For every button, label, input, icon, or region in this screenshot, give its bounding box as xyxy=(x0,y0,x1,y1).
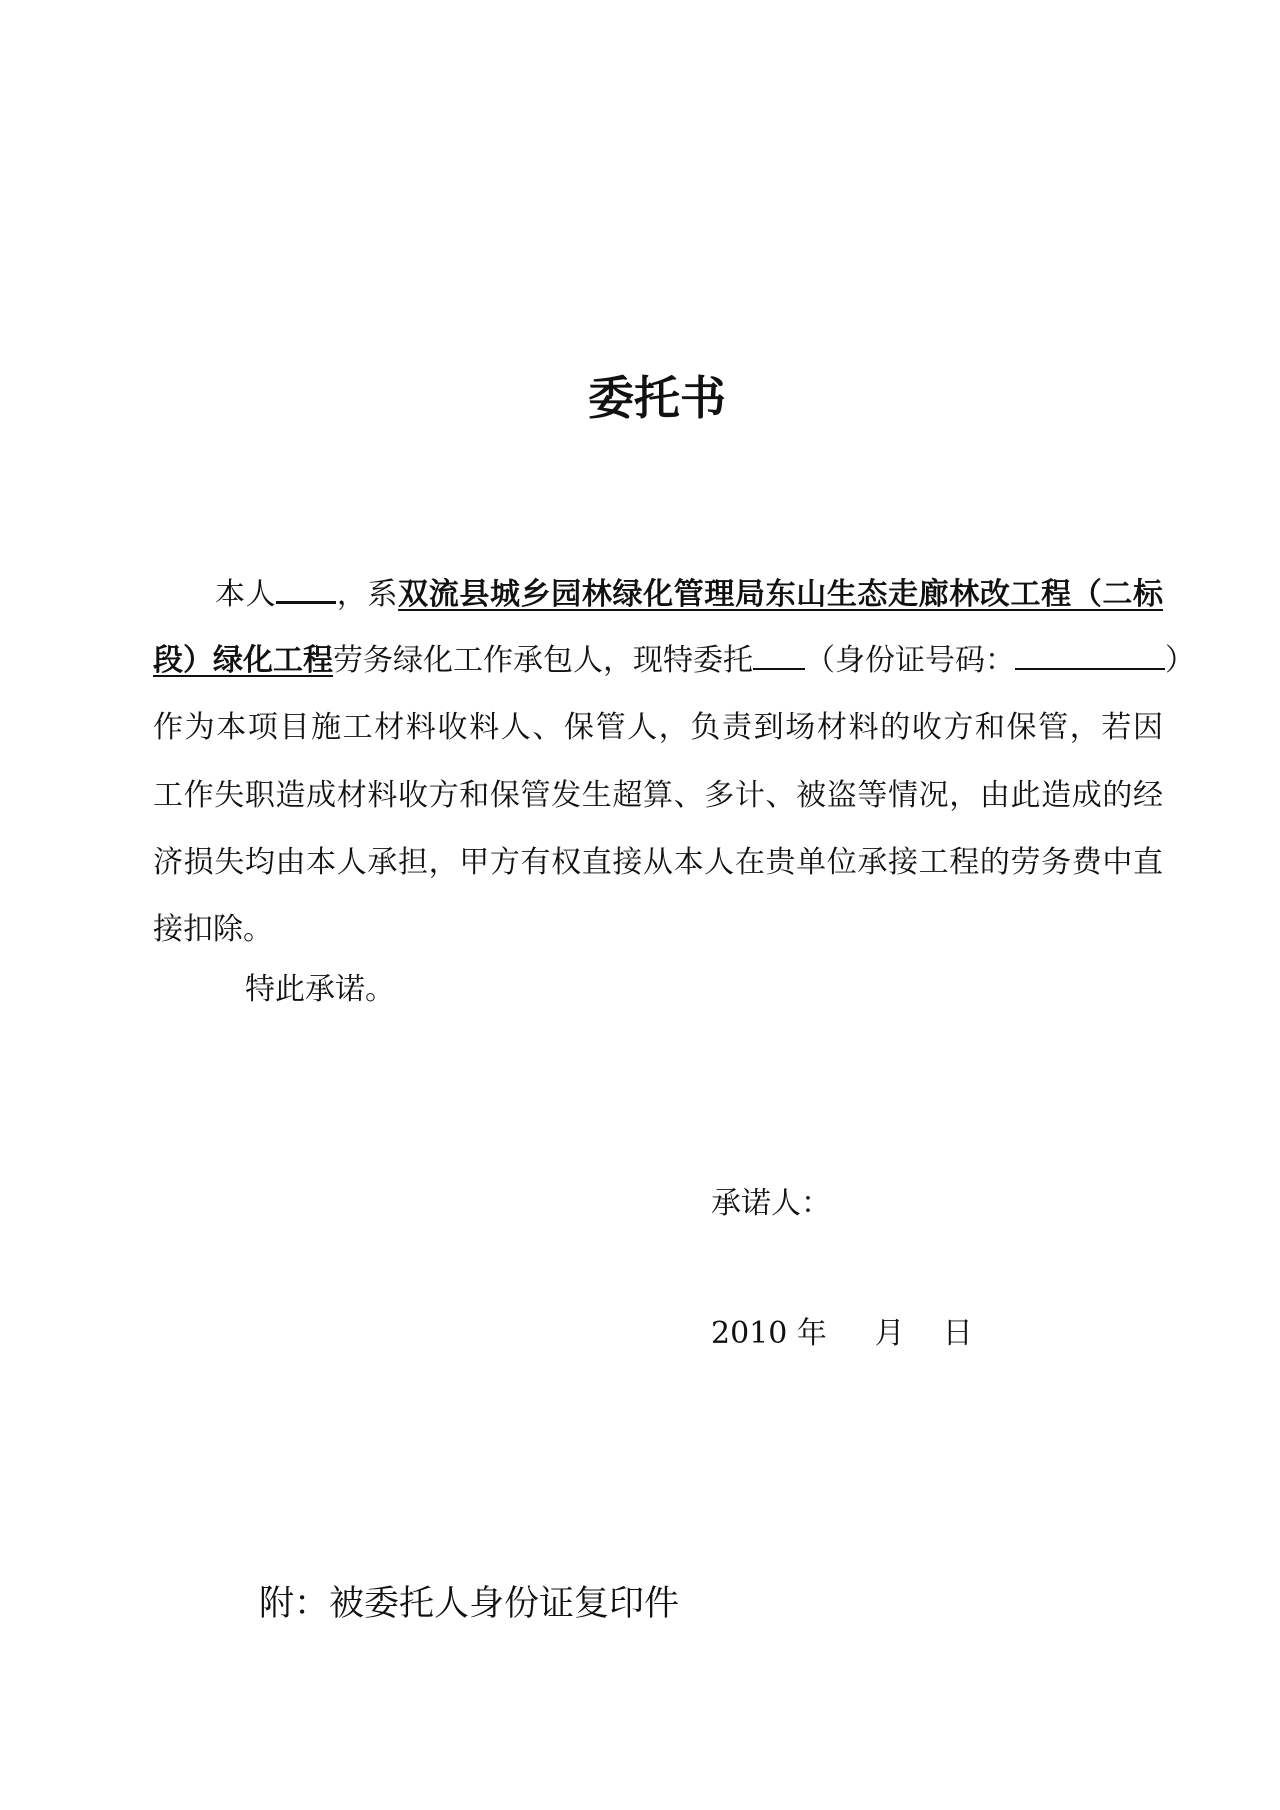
attachment-note: 附：被委托人身份证复印件 xyxy=(259,1584,680,1624)
body-line-3: 作为本项目施工材料收料人、保管人，负责到场材料的收方和保管，若因 xyxy=(153,710,1163,745)
body-line-6: 接扣除。 xyxy=(153,912,273,947)
project-name-cont: 段）绿化工程 xyxy=(153,643,333,678)
project-name: 双流县城乡园林绿化管理局东山生态走廊林改工程（二标 xyxy=(398,577,1164,612)
date-day: 日 xyxy=(942,1316,973,1351)
body-line-2 xyxy=(153,642,1195,679)
text: 本人 xyxy=(215,577,277,612)
body-line-5: 济损失均由本人承担，甲方有权直接从本人在贵单位承接工程的劳务费中直 xyxy=(153,845,1163,880)
signatory-label: 承诺人： xyxy=(711,1186,831,1221)
id-number-blank xyxy=(1015,642,1165,670)
text: （身份证号码： xyxy=(805,643,1015,678)
body-line-4: 工作失职造成材料收方和保管发生超算、多计、被盗等情况，由此造成的经 xyxy=(153,778,1163,813)
date-line xyxy=(711,1308,973,1352)
text: ） xyxy=(1165,643,1195,678)
delegate-blank xyxy=(753,642,805,670)
date-year: 2010 年 xyxy=(711,1316,827,1351)
text: 劳务绿化工作承包人，现特委托 xyxy=(333,643,753,678)
document-title: 委托书 xyxy=(588,371,726,425)
date-month: 月 xyxy=(874,1316,905,1351)
closing-line: 特此承诺。 xyxy=(245,972,395,1007)
text: ，系 xyxy=(336,577,399,612)
name-blank xyxy=(276,575,336,604)
body-line-1 xyxy=(153,575,1163,613)
